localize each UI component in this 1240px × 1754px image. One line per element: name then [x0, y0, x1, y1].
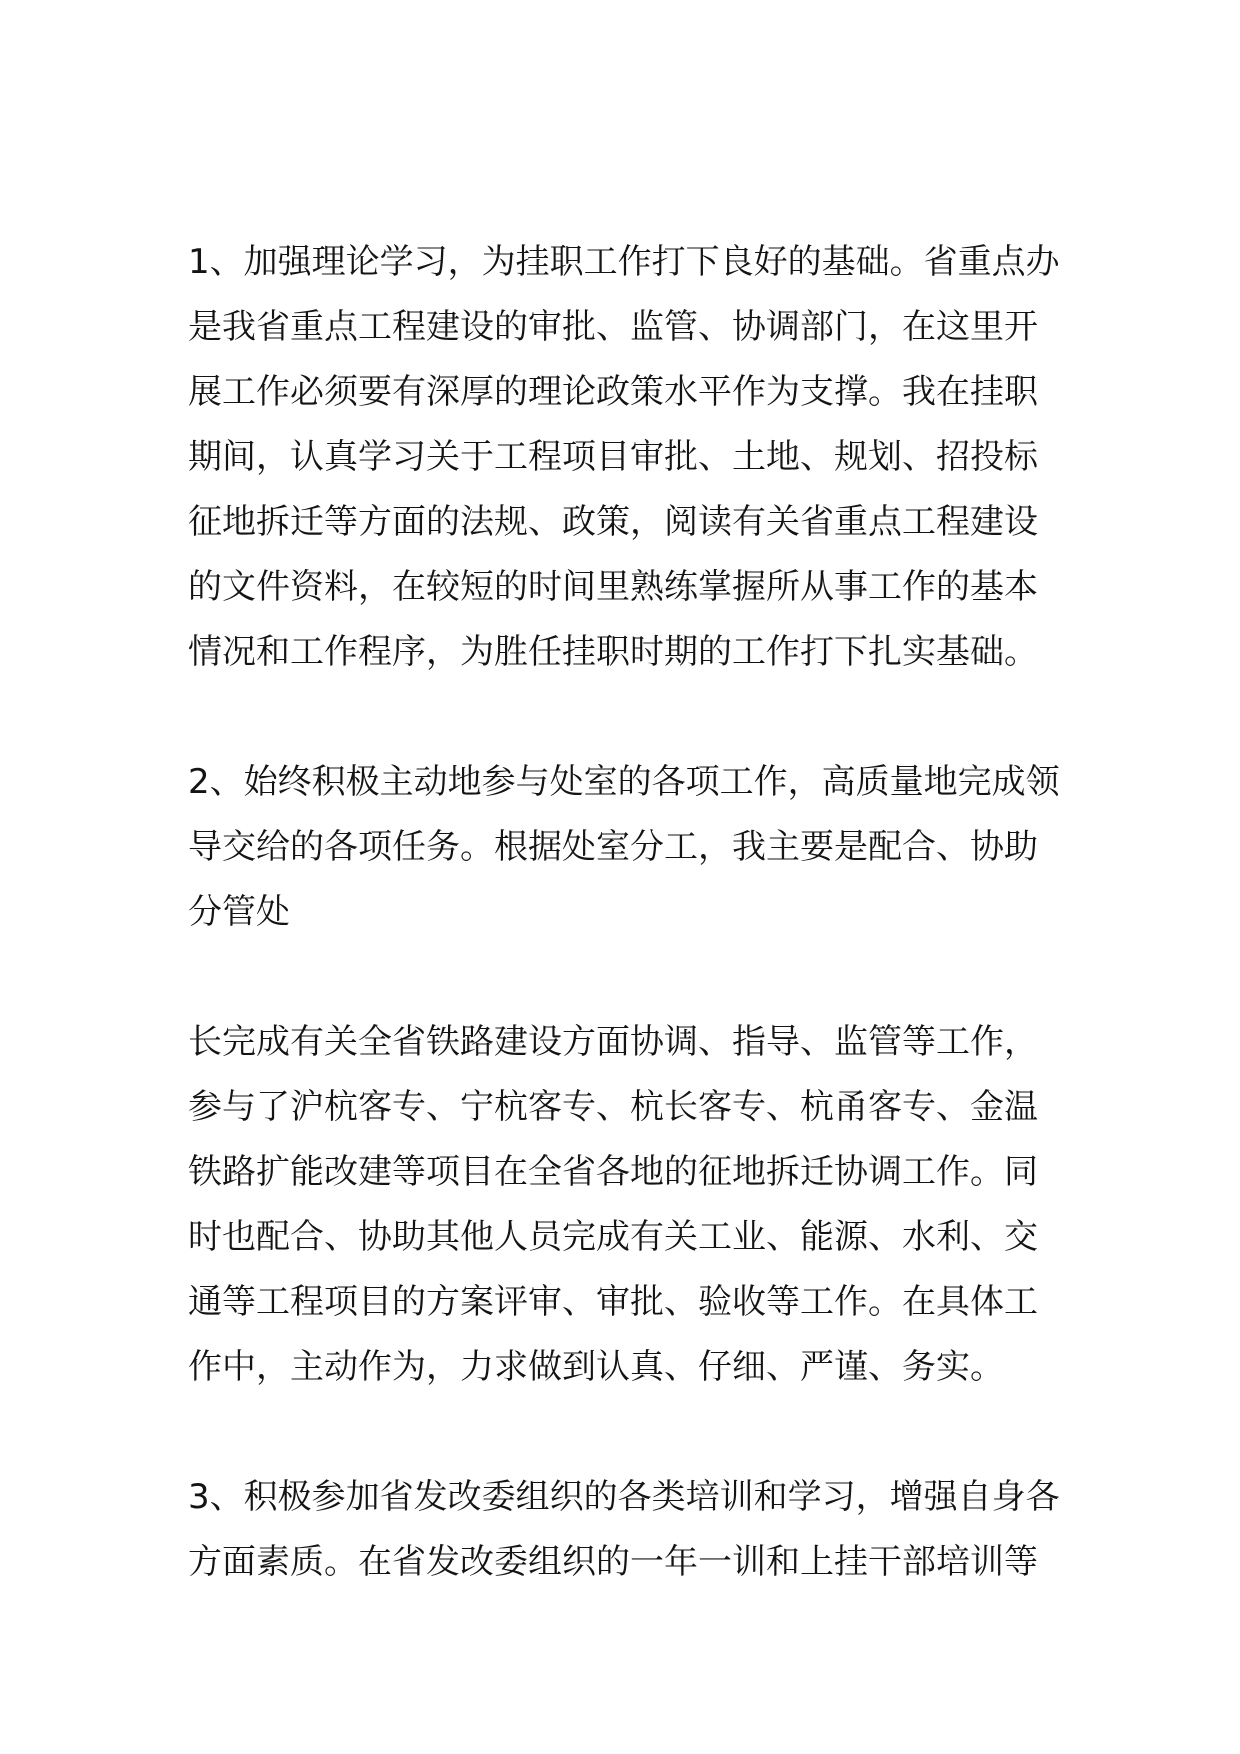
paragraph-line: 长完成有关全省铁路建设方面协调、指导、监管等工作， — [188, 1022, 1038, 1062]
paragraph-line: 导交给的各项任务。根据处室分工，我主要是配合、协助 — [188, 827, 1038, 867]
paragraph-line: 1、加强理论学习，为挂职工作打下良好的基础。省重点办 — [188, 242, 1060, 282]
paragraph-line: 期间，认真学习关于工程项目审批、土地、规划、招投标 — [188, 437, 1038, 477]
paragraph-theory-study — [188, 230, 1058, 685]
paragraph-training — [188, 1465, 1058, 1595]
paragraph-line: 展工作必须要有深厚的理论政策水平作为支撑。我在挂职 — [188, 372, 1038, 412]
paragraph-line: 3、积极参加省发改委组织的各类培训和学习，增强自身各 — [188, 1477, 1060, 1517]
paragraph-line: 征地拆迁等方面的法规、政策，阅读有关省重点工程建设 — [188, 502, 1038, 542]
paragraph-line: 铁路扩能改建等项目在全省各地的征地拆迁协调工作。同 — [188, 1152, 1038, 1192]
paragraph-line: 作中，主动作为，力求做到认真、仔细、严谨、务实。 — [188, 1347, 1004, 1387]
paragraph-line: 2、始终积极主动地参与处室的各项工作，高质量地完成领 — [188, 762, 1060, 802]
paragraph-line: 的文件资料，在较短的时间里熟练掌握所从事工作的基本 — [188, 567, 1038, 607]
paragraph-railway-coordination — [188, 1010, 1058, 1400]
paragraph-line: 情况和工作程序，为胜任挂职时期的工作打下扎实基础。 — [188, 632, 1038, 672]
paragraph-line: 分管处 — [188, 892, 290, 932]
paragraph-line: 是我省重点工程建设的审批、监管、协调部门，在这里开 — [188, 307, 1038, 347]
paragraph-line: 方面素质。在省发改委组织的一年一训和上挂干部培训等 — [188, 1542, 1038, 1582]
paragraph-line: 参与了沪杭客专、宁杭客专、杭长客专、杭甬客专、金温 — [188, 1087, 1038, 1127]
paragraph-active-participation — [188, 750, 1058, 945]
paragraph-line: 通等工程项目的方案评审、审批、验收等工作。在具体工 — [188, 1282, 1038, 1322]
paragraph-line: 时也配合、协助其他人员完成有关工业、能源、水利、交 — [188, 1217, 1038, 1257]
